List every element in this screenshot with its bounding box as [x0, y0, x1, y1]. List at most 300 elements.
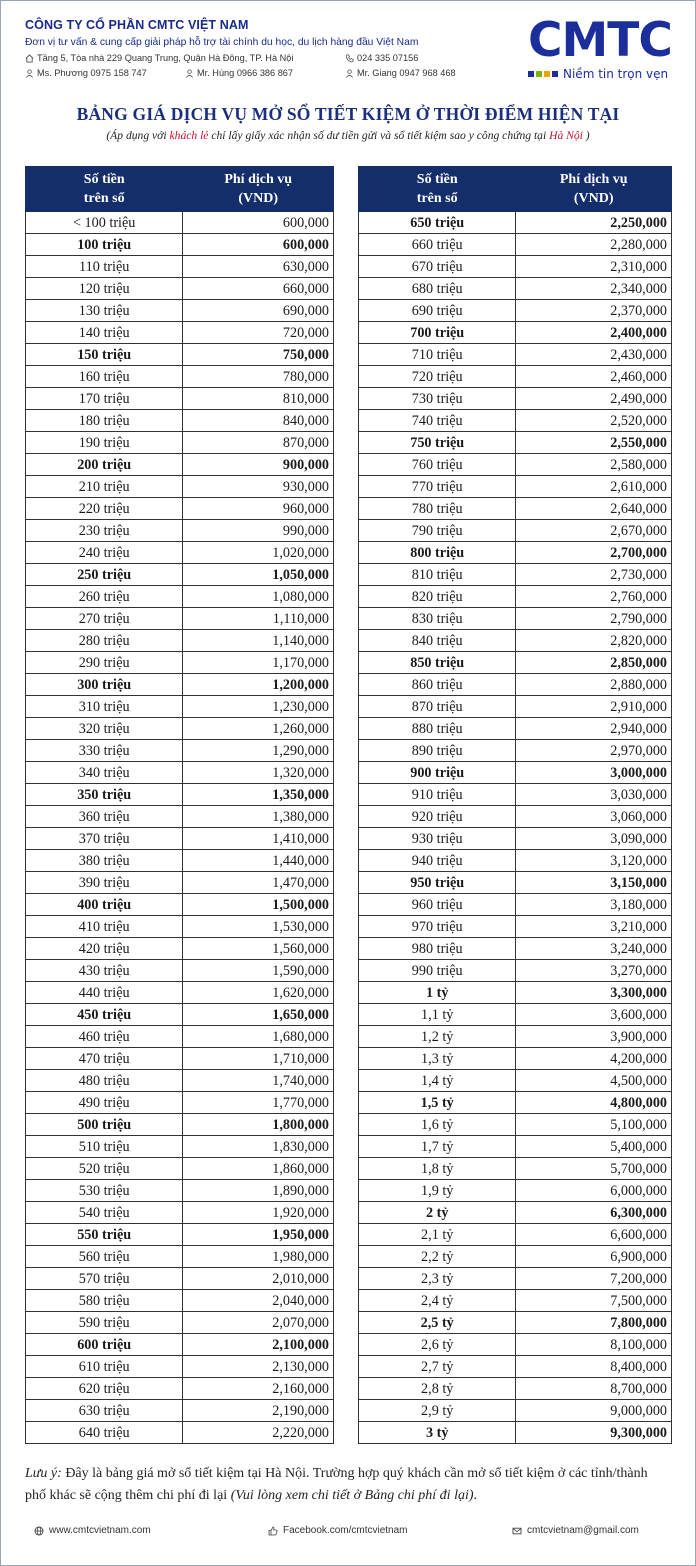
amount-cell: 1 tỷ	[359, 982, 516, 1004]
table-row	[26, 1070, 334, 1092]
amount-cell: 600 triệu	[26, 1334, 183, 1356]
contact-phuong: Ms. Phương 0975 158 747	[37, 68, 147, 78]
amount-cell: 950 triệu	[359, 872, 516, 894]
amount-cell: 730 triệu	[359, 388, 516, 410]
table-row	[359, 388, 672, 410]
table-row	[359, 982, 672, 1004]
table-row	[26, 1136, 334, 1158]
company-phone: 024 335 07156	[357, 53, 419, 63]
table-row	[359, 278, 672, 300]
fee-cell: 2,340,000	[516, 278, 672, 300]
fee-cell: 4,200,000	[516, 1048, 672, 1070]
fee-cell: 2,610,000	[516, 476, 672, 498]
table-row	[26, 1378, 334, 1400]
fee-cell: 2,940,000	[516, 718, 672, 740]
table-row	[26, 630, 334, 652]
table-row	[359, 300, 672, 322]
table-row	[359, 850, 672, 872]
amount-cell: 620 triệu	[26, 1378, 183, 1400]
amount-cell: 1,8 tỷ	[359, 1158, 516, 1180]
fee-cell: 2,190,000	[183, 1400, 334, 1422]
fee-cell: 7,500,000	[516, 1290, 672, 1312]
table-row	[26, 938, 334, 960]
amount-cell: 250 triệu	[26, 564, 183, 586]
table-row	[359, 564, 672, 586]
column-header-amount: Số tiền trên sổ	[26, 167, 183, 212]
fee-cell: 2,790,000	[516, 608, 672, 630]
table-row	[26, 894, 334, 916]
fee-cell: 1,680,000	[183, 1026, 334, 1048]
table-row	[359, 1312, 672, 1334]
table-row	[26, 520, 334, 542]
contact-hung: Mr. Hùng 0966 386 867	[197, 68, 294, 78]
table-row	[26, 784, 334, 806]
table-row	[26, 410, 334, 432]
fee-cell: 8,400,000	[516, 1356, 672, 1378]
amount-cell: 420 triệu	[26, 938, 183, 960]
amount-cell: 610 triệu	[26, 1356, 183, 1378]
fee-cell: 7,800,000	[516, 1312, 672, 1334]
table-row	[26, 542, 334, 564]
phone-icon	[345, 54, 354, 63]
fee-cell: 750,000	[183, 344, 334, 366]
amount-cell: 390 triệu	[26, 872, 183, 894]
fee-cell: 1,530,000	[183, 916, 334, 938]
amount-cell: 2,6 tỷ	[359, 1334, 516, 1356]
table-row	[359, 630, 672, 652]
fee-cell: 660,000	[183, 278, 334, 300]
address-row	[25, 53, 485, 63]
table-row	[26, 322, 334, 344]
table-row	[359, 674, 672, 696]
amount-cell: 470 triệu	[26, 1048, 183, 1070]
table-row	[26, 1400, 334, 1422]
fee-cell: 1,260,000	[183, 718, 334, 740]
table-row	[359, 784, 672, 806]
fee-cell: 2,370,000	[516, 300, 672, 322]
fee-cell: 2,010,000	[183, 1268, 334, 1290]
note-travel-cost-link: (Vui lòng xem chi tiết ở Bảng chi phí đi lại)	[230, 1488, 474, 1503]
amount-cell: 590 triệu	[26, 1312, 183, 1334]
logo-square-icon	[536, 71, 542, 77]
fee-cell: 900,000	[183, 454, 334, 476]
table-row	[26, 300, 334, 322]
contacts-row	[25, 68, 485, 78]
fee-cell: 7,200,000	[516, 1268, 672, 1290]
fee-cell: 1,440,000	[183, 850, 334, 872]
table-row	[26, 960, 334, 982]
fee-cell: 3,210,000	[516, 916, 672, 938]
table-row	[26, 1290, 334, 1312]
table-row	[359, 1114, 672, 1136]
table-row	[359, 432, 672, 454]
amount-cell: 460 triệu	[26, 1026, 183, 1048]
home-icon	[25, 54, 34, 63]
table-row	[359, 1092, 672, 1114]
amount-cell: 150 triệu	[26, 344, 183, 366]
fee-cell: 3,270,000	[516, 960, 672, 982]
fee-cell: 2,970,000	[516, 740, 672, 762]
amount-cell: 190 triệu	[26, 432, 183, 454]
logo-square-icon	[528, 71, 534, 77]
table-row	[26, 1026, 334, 1048]
table-row	[26, 1224, 334, 1246]
table-row	[359, 586, 672, 608]
fee-cell: 1,560,000	[183, 938, 334, 960]
table-row	[359, 520, 672, 542]
amount-cell: 720 triệu	[359, 366, 516, 388]
amount-cell: 890 triệu	[359, 740, 516, 762]
fee-cell: 1,410,000	[183, 828, 334, 850]
amount-cell: 210 triệu	[26, 476, 183, 498]
table-row	[359, 234, 672, 256]
amount-cell: 580 triệu	[26, 1290, 183, 1312]
fee-cell: 930,000	[183, 476, 334, 498]
fee-cell: 9,000,000	[516, 1400, 672, 1422]
amount-cell: 870 triệu	[359, 696, 516, 718]
fee-cell: 1,800,000	[183, 1114, 334, 1136]
column-header-fee: Phí dịch vụ (VND)	[183, 167, 334, 212]
cmtc-logo	[528, 13, 678, 81]
amount-cell: 970 triệu	[359, 916, 516, 938]
fee-cell: 3,600,000	[516, 1004, 672, 1026]
amount-cell: 180 triệu	[26, 410, 183, 432]
table-row	[359, 1246, 672, 1268]
amount-cell: 830 triệu	[359, 608, 516, 630]
fee-cell: 2,250,000	[516, 212, 672, 234]
fee-cell: 2,730,000	[516, 564, 672, 586]
amount-cell: 650 triệu	[359, 212, 516, 234]
amount-cell: 260 triệu	[26, 586, 183, 608]
table-row	[26, 806, 334, 828]
amount-cell: 280 triệu	[26, 630, 183, 652]
fee-cell: 1,140,000	[183, 630, 334, 652]
table-row	[359, 938, 672, 960]
fee-cell: 2,670,000	[516, 520, 672, 542]
table-row	[359, 1400, 672, 1422]
amount-cell: 1,2 tỷ	[359, 1026, 516, 1048]
amount-cell: 340 triệu	[26, 762, 183, 784]
amount-cell: 800 triệu	[359, 542, 516, 564]
amount-cell: 330 triệu	[26, 740, 183, 762]
fee-cell: 2,520,000	[516, 410, 672, 432]
table-row	[26, 696, 334, 718]
amount-cell: 320 triệu	[26, 718, 183, 740]
amount-cell: 790 triệu	[359, 520, 516, 542]
amount-cell: 770 triệu	[359, 476, 516, 498]
table-row	[26, 872, 334, 894]
fee-cell: 990,000	[183, 520, 334, 542]
thumbs-up-icon	[268, 1526, 278, 1536]
table-row	[359, 1158, 672, 1180]
amount-cell: 120 triệu	[26, 278, 183, 300]
fee-cell: 3,090,000	[516, 828, 672, 850]
fee-cell: 600,000	[183, 234, 334, 256]
amount-cell: 1,9 tỷ	[359, 1180, 516, 1202]
fee-cell: 5,700,000	[516, 1158, 672, 1180]
price-table-left	[25, 166, 334, 1444]
amount-cell: 810 triệu	[359, 564, 516, 586]
fee-cell: 1,230,000	[183, 696, 334, 718]
fee-cell: 6,900,000	[516, 1246, 672, 1268]
table-row	[359, 1180, 672, 1202]
table-row	[26, 740, 334, 762]
amount-cell: 2,8 tỷ	[359, 1378, 516, 1400]
table-row	[359, 960, 672, 982]
amount-cell: 570 triệu	[26, 1268, 183, 1290]
fee-cell: 1,320,000	[183, 762, 334, 784]
table-row	[26, 1246, 334, 1268]
page-title: BẢNG GIÁ DỊCH VỤ MỞ SỔ TIẾT KIỆM Ở THỜI ĐIỂM HIỆN TẠI	[76, 104, 620, 124]
mail-icon	[512, 1526, 522, 1536]
table-row	[359, 410, 672, 432]
fee-cell: 810,000	[183, 388, 334, 410]
fee-cell: 1,020,000	[183, 542, 334, 564]
fee-cell: 630,000	[183, 256, 334, 278]
table-row	[26, 982, 334, 1004]
amount-cell: 400 triệu	[26, 894, 183, 916]
amount-cell: 2,1 tỷ	[359, 1224, 516, 1246]
amount-cell: 930 triệu	[359, 828, 516, 850]
table-row	[359, 344, 672, 366]
fee-cell: 2,820,000	[516, 630, 672, 652]
fee-cell: 5,100,000	[516, 1114, 672, 1136]
table-row	[359, 608, 672, 630]
amount-cell: 170 triệu	[26, 388, 183, 410]
fee-cell: 2,490,000	[516, 388, 672, 410]
table-row	[26, 1422, 334, 1444]
amount-cell: 430 triệu	[26, 960, 183, 982]
table-row	[359, 1224, 672, 1246]
amount-cell: 290 triệu	[26, 652, 183, 674]
table-row	[26, 762, 334, 784]
amount-cell: 700 triệu	[359, 322, 516, 344]
amount-cell: 960 triệu	[359, 894, 516, 916]
amount-cell: 440 triệu	[26, 982, 183, 1004]
note-text: Đây là bảng giá mở sổ tiết kiệm tại Hà Nội. Trường hợp quý khách cần mở sổ tiết kiệm ở các tỉnh/thành phố khác sẽ cộng thêm chi phí đi lại	[25, 1466, 648, 1503]
amount-cell: 2,9 tỷ	[359, 1400, 516, 1422]
amount-cell: 560 triệu	[26, 1246, 183, 1268]
fee-cell: 2,130,000	[183, 1356, 334, 1378]
amount-cell: 860 triệu	[359, 674, 516, 696]
fee-cell: 2,850,000	[516, 652, 672, 674]
contact-giang: Mr. Giang 0947 968 468	[357, 68, 456, 78]
amount-cell: 350 triệu	[26, 784, 183, 806]
amount-cell: 2,3 tỷ	[359, 1268, 516, 1290]
fee-cell: 1,740,000	[183, 1070, 334, 1092]
amount-cell: 980 triệu	[359, 938, 516, 960]
company-tagline: Đơn vị tư vấn & cung cấp giải pháp hỗ trợ tài chính du học, du lịch hàng đầu Việt Nam	[25, 37, 419, 48]
footer-email[interactable]: cmtcvietnam@gmail.com	[512, 1525, 639, 1536]
table-row	[26, 498, 334, 520]
table-row	[26, 828, 334, 850]
table-row	[26, 652, 334, 674]
table-row	[26, 1334, 334, 1356]
fee-cell: 6,000,000	[516, 1180, 672, 1202]
fee-cell: 2,280,000	[516, 234, 672, 256]
fee-cell: 9,300,000	[516, 1422, 672, 1444]
amount-cell: 990 triệu	[359, 960, 516, 982]
fee-cell: 870,000	[183, 432, 334, 454]
fee-cell: 2,070,000	[183, 1312, 334, 1334]
table-row	[26, 1312, 334, 1334]
amount-cell: < 100 triệu	[26, 212, 183, 234]
amount-cell: 380 triệu	[26, 850, 183, 872]
amount-cell: 1,6 tỷ	[359, 1114, 516, 1136]
amount-cell: 500 triệu	[26, 1114, 183, 1136]
fee-cell: 1,500,000	[183, 894, 334, 916]
table-row	[26, 586, 334, 608]
amount-cell: 310 triệu	[26, 696, 183, 718]
fee-cell: 960,000	[183, 498, 334, 520]
fee-cell: 690,000	[183, 300, 334, 322]
amount-cell: 670 triệu	[359, 256, 516, 278]
table-row	[26, 608, 334, 630]
table-row	[26, 1180, 334, 1202]
table-row	[26, 1114, 334, 1136]
column-header-fee: Phí dịch vụ (VND)	[516, 167, 672, 212]
fee-cell: 2,640,000	[516, 498, 672, 520]
fee-cell: 2,100,000	[183, 1334, 334, 1356]
fee-cell: 2,400,000	[516, 322, 672, 344]
person-icon	[345, 69, 354, 78]
table-row	[26, 366, 334, 388]
table-row	[26, 1048, 334, 1070]
subtitle-highlight-customer: khách lẻ	[169, 129, 209, 142]
table-row	[26, 1356, 334, 1378]
amount-cell: 1,4 tỷ	[359, 1070, 516, 1092]
amount-cell: 710 triệu	[359, 344, 516, 366]
amount-cell: 840 triệu	[359, 630, 516, 652]
table-row	[359, 1290, 672, 1312]
amount-cell: 740 triệu	[359, 410, 516, 432]
amount-cell: 1,1 tỷ	[359, 1004, 516, 1026]
fee-cell: 3,120,000	[516, 850, 672, 872]
fee-cell: 720,000	[183, 322, 334, 344]
fee-cell: 6,600,000	[516, 1224, 672, 1246]
table-row	[359, 1048, 672, 1070]
note-paragraph: Lưu ý: Đây là bảng giá mở sổ tiết kiệm tại Hà Nội. Trường hợp quý khách cần mở sổ tiết kiệm ở các tỉnh/thành phố khác sẽ cộng thêm chi phí đi lại (Vui lòng xem chi tiết ở Bảng chi phí đi lại).	[25, 1466, 648, 1503]
amount-cell: 2,2 tỷ	[359, 1246, 516, 1268]
amount-cell: 640 triệu	[26, 1422, 183, 1444]
fee-cell: 6,300,000	[516, 1202, 672, 1224]
amount-cell: 780 triệu	[359, 498, 516, 520]
table-row	[359, 696, 672, 718]
amount-cell: 300 triệu	[26, 674, 183, 696]
table-row	[359, 718, 672, 740]
fee-cell: 1,950,000	[183, 1224, 334, 1246]
amount-cell: 140 triệu	[26, 322, 183, 344]
amount-cell: 480 triệu	[26, 1070, 183, 1092]
amount-cell: 550 triệu	[26, 1224, 183, 1246]
table-row	[359, 762, 672, 784]
table-row	[359, 872, 672, 894]
table-row	[359, 894, 672, 916]
table-row	[359, 498, 672, 520]
amount-cell: 370 triệu	[26, 828, 183, 850]
table-row	[359, 740, 672, 762]
amount-cell: 360 triệu	[26, 806, 183, 828]
fee-cell: 1,710,000	[183, 1048, 334, 1070]
note-label: Lưu ý:	[25, 1466, 62, 1481]
fee-cell: 1,890,000	[183, 1180, 334, 1202]
fee-cell: 8,700,000	[516, 1378, 672, 1400]
fee-cell: 3,030,000	[516, 784, 672, 806]
fee-cell: 3,060,000	[516, 806, 672, 828]
table-row	[26, 234, 334, 256]
amount-cell: 160 triệu	[26, 366, 183, 388]
amount-cell: 510 triệu	[26, 1136, 183, 1158]
fee-cell: 4,800,000	[516, 1092, 672, 1114]
table-row	[359, 1422, 672, 1444]
footer-facebook[interactable]: Facebook.com/cmtcvietnam	[268, 1525, 408, 1536]
table-row	[26, 1004, 334, 1026]
subtitle-highlight-city: Hà Nội	[549, 129, 583, 142]
table-row	[26, 564, 334, 586]
person-icon	[185, 69, 194, 78]
fee-cell: 2,220,000	[183, 1422, 334, 1444]
table-row	[359, 1202, 672, 1224]
fee-cell: 600,000	[183, 212, 334, 234]
globe-icon	[34, 1526, 44, 1536]
price-table-right	[358, 166, 672, 1444]
fee-cell: 1,470,000	[183, 872, 334, 894]
table-row	[359, 542, 672, 564]
logo-square-icon	[544, 71, 550, 77]
logo-slogan: Niềm tin trọn vẹn	[563, 67, 669, 81]
amount-cell: 2,5 tỷ	[359, 1312, 516, 1334]
fee-cell: 2,460,000	[516, 366, 672, 388]
amount-cell: 850 triệu	[359, 652, 516, 674]
fee-cell: 1,650,000	[183, 1004, 334, 1026]
table-row	[359, 476, 672, 498]
table-row	[359, 1378, 672, 1400]
fee-cell: 2,040,000	[183, 1290, 334, 1312]
amount-cell: 880 triệu	[359, 718, 516, 740]
amount-cell: 900 triệu	[359, 762, 516, 784]
table-row	[359, 828, 672, 850]
fee-cell: 2,550,000	[516, 432, 672, 454]
table-row	[359, 1136, 672, 1158]
table-row	[359, 916, 672, 938]
fee-cell: 2,760,000	[516, 586, 672, 608]
fee-cell: 3,180,000	[516, 894, 672, 916]
fee-cell: 2,310,000	[516, 256, 672, 278]
table-row	[359, 212, 672, 234]
table-row	[26, 1092, 334, 1114]
table-row	[26, 674, 334, 696]
amount-cell: 910 triệu	[359, 784, 516, 806]
amount-cell: 130 triệu	[26, 300, 183, 322]
amount-cell: 920 triệu	[359, 806, 516, 828]
fee-cell: 2,700,000	[516, 542, 672, 564]
fee-cell: 3,300,000	[516, 982, 672, 1004]
fee-cell: 1,350,000	[183, 784, 334, 806]
footer-website[interactable]: www.cmtcvietnam.com	[34, 1525, 151, 1536]
company-address: Tầng 5, Tòa nhà 229 Quang Trung, Quận Hà Đông, TP. Hà Nội	[37, 53, 294, 63]
table-row	[359, 652, 672, 674]
fee-cell: 5,400,000	[516, 1136, 672, 1158]
amount-cell: 3 tỷ	[359, 1422, 516, 1444]
table-row	[359, 366, 672, 388]
fee-cell: 2,160,000	[183, 1378, 334, 1400]
amount-cell: 540 triệu	[26, 1202, 183, 1224]
amount-cell: 100 triệu	[26, 234, 183, 256]
fee-cell: 2,910,000	[516, 696, 672, 718]
fee-cell: 8,100,000	[516, 1334, 672, 1356]
amount-cell: 450 triệu	[26, 1004, 183, 1026]
amount-cell: 750 triệu	[359, 432, 516, 454]
